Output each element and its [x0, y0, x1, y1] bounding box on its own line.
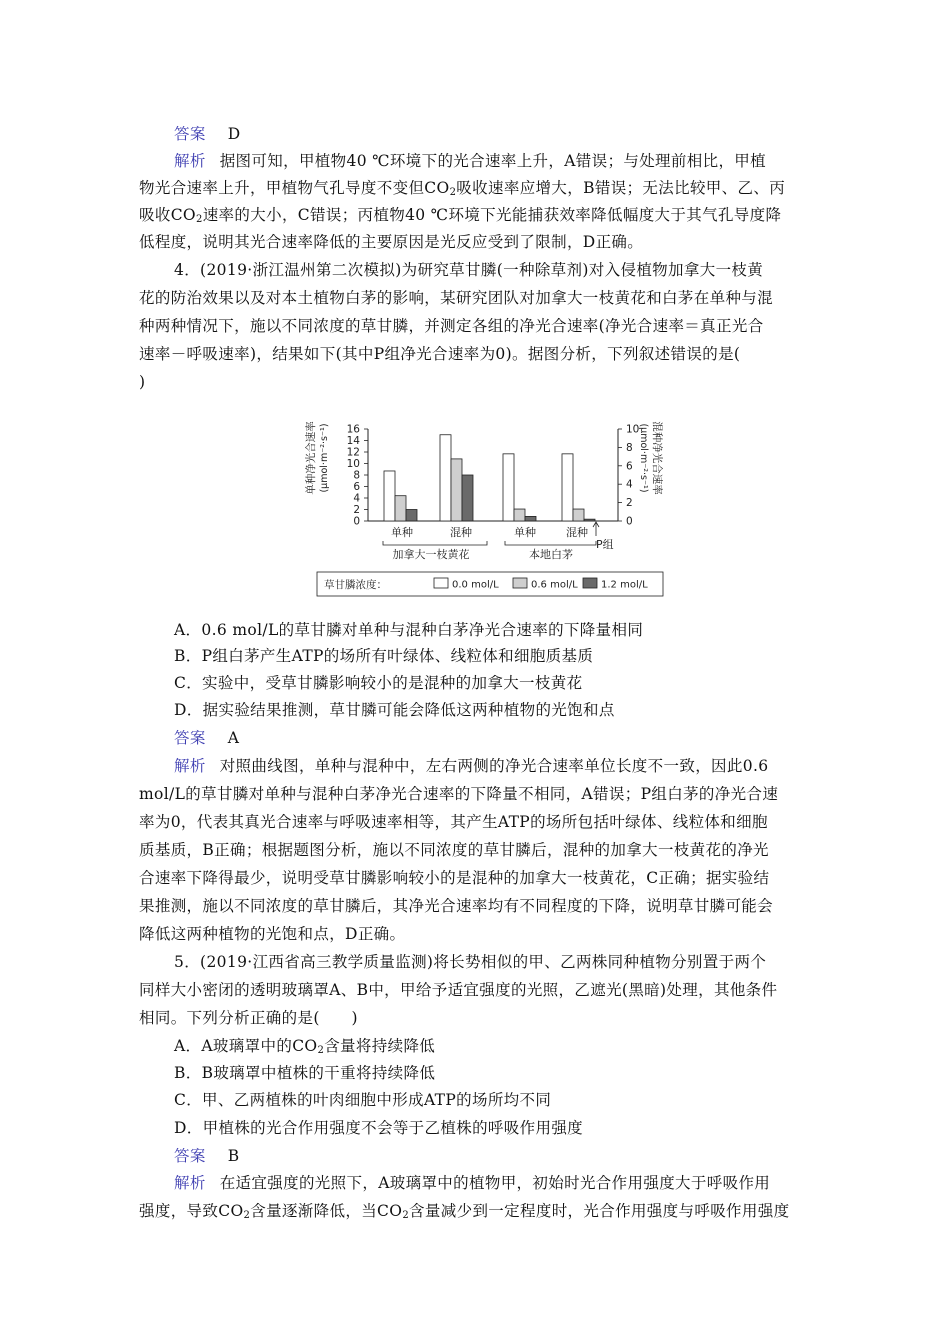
explanation-line: 果推测，施以不同浓度的草甘膦后，其净光合速率均有不同程度的下降，说明草甘膦可能会 — [139, 897, 774, 915]
subscript: 2 — [449, 187, 457, 198]
question-line: 5．(2019·江西省高三教学质量监测)将长势相似的甲、乙两株同种植物分别置于两个 — [174, 953, 767, 971]
group-bracket-2 — [505, 541, 596, 545]
option-b: B．P组白茅产生ATP的场所有叶绿体、线粒体和细胞质基质 — [174, 647, 594, 665]
answer-line — [174, 728, 854, 748]
question-line: 种两种情况下，施以不同浓度的草甘膦，并测定各组的净光合速率(净光合速率＝真正光合 — [139, 317, 764, 335]
subscript: 2 — [243, 1210, 251, 1221]
x-label-c2: 混种 — [450, 526, 472, 539]
bar — [525, 516, 536, 521]
explanation-label: 解析 — [174, 152, 206, 170]
group-label-1: 加拿大一枝黄花 — [392, 548, 470, 561]
question-line: 4．(2019·浙江温州第二次模拟)为研究草甘膦(一种除草剂)对入侵植物加拿大一枝黄 — [174, 261, 764, 279]
right-tick-label: 2 — [626, 497, 633, 510]
answer-line — [174, 124, 854, 144]
explanation-line: 低程度，说明其光合速率降低的主要原因是光反应受到了限制，D正确。 — [139, 233, 644, 251]
left-tick-label: 16 — [346, 423, 360, 436]
bar — [451, 459, 462, 521]
legend-swatch — [583, 578, 597, 588]
option-c: C．甲、乙两植株的叶肉细胞中形成ATP的场所均不同 — [174, 1091, 552, 1109]
left-tick-label: 8 — [353, 469, 360, 482]
left-axis-label: 单种净光合速率 — [305, 421, 317, 495]
option-c: C．实验中，受草甘膦影响较小的是混种的加拿大一枝黄花 — [174, 674, 583, 692]
explanation-label: 解析 — [174, 1174, 206, 1192]
legend — [434, 578, 648, 591]
question-line: 同样大小密闭的透明玻璃罩A、B中，甲给予适宜强度的光照，乙遮光(黑暗)处理，其他条件 — [139, 981, 778, 999]
explanation-line: 质基质，B正确；根据题图分析，施以不同浓度的草甘膦后，混种的加拿大一枝黄花的净光 — [139, 841, 769, 859]
left-tick-label: 4 — [353, 492, 360, 505]
question-line: 相同。下列分析正确的是( ) — [139, 1009, 358, 1027]
bar — [503, 454, 514, 521]
answer-value: A — [227, 729, 240, 747]
left-tick-label: 0 — [353, 515, 360, 528]
explanation-line — [174, 1173, 854, 1193]
option-a — [174, 1036, 854, 1056]
text-span: 含量将持续降低 — [324, 1037, 436, 1055]
group-label-2: 本地白茅 — [529, 548, 573, 561]
bar — [395, 496, 406, 521]
explanation-line — [174, 151, 854, 171]
bar — [573, 509, 584, 521]
legend-entry: 1.2 mol/L — [601, 579, 648, 591]
left-axis — [347, 424, 368, 528]
explanation-line: mol/L的草甘膦对单种与混种白茅净光合速率的下降量不相同，A错误；P组白茅的净光合速 — [139, 785, 779, 803]
answer-value: B — [227, 1147, 240, 1165]
right-axis-unit: (μmol·m⁻²·s⁻¹) — [638, 423, 649, 493]
text-span: 速率的大小，C错误；丙植物40 ℃环境下光能捕获效率降低幅度大于其气孔导度降 — [202, 206, 782, 224]
explanation-line — [139, 205, 819, 225]
legend-entry: 0.0 mol/L — [452, 579, 499, 591]
p-group-annotation: P组 — [596, 538, 614, 551]
bar — [562, 454, 573, 521]
legend-swatch — [513, 578, 527, 588]
text-span: A．A玻璃罩中的CO — [174, 1037, 318, 1055]
right-tick-label: 6 — [626, 460, 633, 473]
left-tick-label: 2 — [353, 504, 360, 516]
bar — [584, 519, 595, 521]
explanation-text: 据图可知，甲植物40 ℃环境下的光合速率上升，A错误；与处理前相比，甲植 — [219, 152, 766, 170]
question-line: 花的防治效果以及对本土植物白茅的影响，某研究团队对加拿大一枝黄花和白茅在单种与混 — [139, 289, 774, 307]
question-line: ) — [139, 373, 146, 391]
bars — [384, 435, 595, 521]
right-tick-label: 8 — [626, 441, 633, 454]
legend-entry: 0.6 mol/L — [531, 579, 578, 591]
answer-label: 答案 — [174, 1147, 206, 1165]
explanation-line — [174, 756, 854, 776]
text-span: 物光合速率上升，甲植物气孔导度不变但CO — [139, 179, 450, 197]
legend-title: 草甘膦浓度： — [324, 579, 387, 591]
explanation-label: 解析 — [174, 757, 206, 775]
text-span: 含量减少到一定程度时，光合作用强度与呼吸作用强度 — [409, 1202, 790, 1220]
bar-chart — [300, 412, 680, 602]
text-span: 吸收速率应增大，B错误；无法比较甲、乙、丙 — [456, 179, 786, 197]
left-tick-label: 14 — [346, 435, 360, 447]
explanation-line — [139, 178, 819, 198]
answer-value: D — [227, 125, 241, 143]
explanation-text: 在适宜强度的光照下，A玻璃罩中的植物甲，初始时光合作用强度大于呼吸作用 — [219, 1174, 771, 1192]
x-label-c3: 单种 — [514, 526, 536, 539]
subscript: 2 — [317, 1045, 325, 1056]
left-tick-label: 10 — [346, 458, 360, 470]
right-axis — [618, 424, 639, 528]
option-d: D．甲植株的光合作用强度不会等于乙植株的呼吸作用强度 — [174, 1119, 584, 1137]
explanation-line: 降低这两种植物的光饱和点，D正确。 — [139, 925, 406, 943]
answer-line — [174, 1146, 854, 1166]
explanation-line — [139, 1201, 819, 1221]
subscript: 2 — [402, 1210, 410, 1221]
bar — [406, 510, 417, 522]
x-label-c4: 混种 — [566, 526, 588, 539]
left-tick-label: 12 — [346, 446, 360, 459]
explanation-text: 对照曲线图，单种与混种中，左右两侧的净光合速率单位长度不一致，因此0.6 — [219, 757, 769, 775]
option-a: A．0.6 mol/L的草甘膦对单种与混种白茅净光合速率的下降量相同 — [174, 621, 644, 639]
right-axis-label: 混种净光合速率 — [651, 421, 663, 495]
text-span: 吸收CO — [139, 206, 196, 224]
subscript: 2 — [195, 214, 203, 225]
question-line: 速率－呼吸速率)，结果如下(其中P组净光合速率为0)。据图分析，下列叙述错误的是( — [139, 345, 741, 363]
answer-label: 答案 — [174, 729, 206, 747]
bar — [384, 471, 395, 521]
text-span: 强度，导致CO — [139, 1202, 244, 1220]
bar — [440, 435, 451, 521]
right-tick-label: 0 — [626, 515, 633, 528]
x-label-c1: 单种 — [391, 526, 413, 539]
left-tick-label: 6 — [353, 481, 360, 493]
explanation-line: 率为0，代表其真光合速率与呼吸速率相等，其产生ATP的场所包括叶绿体、线粒体和细胞 — [139, 813, 768, 831]
answer-label: 答案 — [174, 125, 206, 143]
left-axis-unit: (μmol·m⁻²·s⁻¹) — [319, 423, 330, 493]
legend-swatch — [434, 578, 448, 588]
option-b: B．B玻璃罩中植株的干重将持续降低 — [174, 1064, 436, 1082]
right-tick-label: 4 — [626, 478, 633, 491]
group-bracket-1 — [383, 541, 487, 545]
bar — [462, 475, 473, 521]
text-span: 含量逐渐降低，当CO — [250, 1202, 403, 1220]
option-d: D．据实验结果推测，草甘膦可能会降低这两种植物的光饱和点 — [174, 701, 615, 719]
explanation-line: 合速率下降得最少，说明受草甘膦影响较小的是混种的加拿大一枝黄花，C正确；据实验结 — [139, 869, 770, 887]
bar — [514, 509, 525, 521]
right-tick-label: 10 — [626, 423, 640, 436]
